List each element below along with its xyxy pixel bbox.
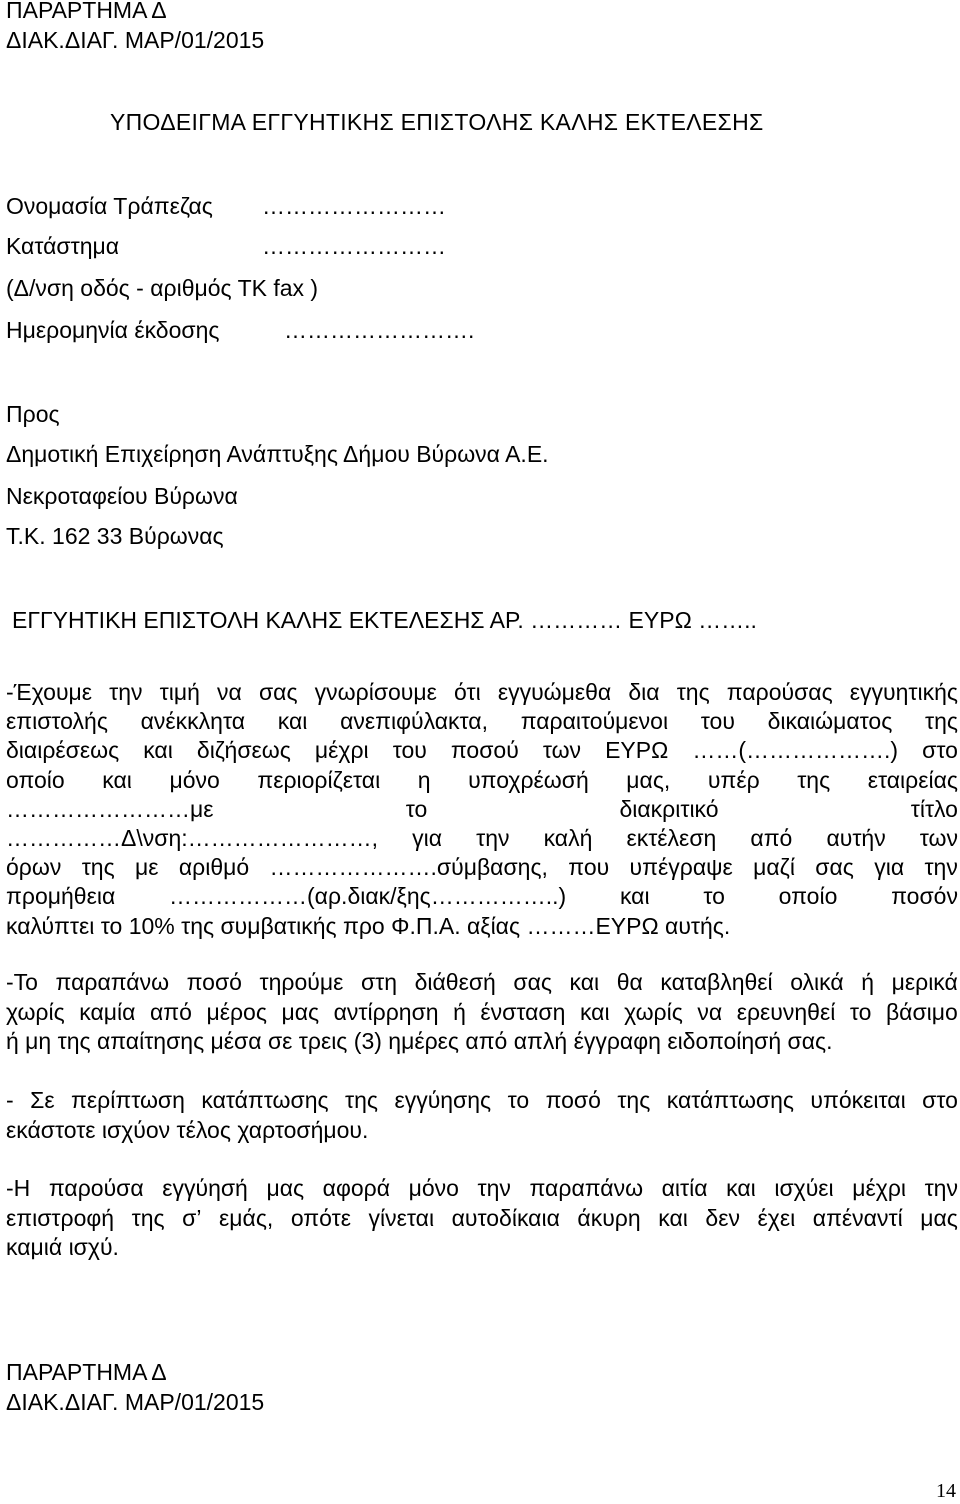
word: της [676,679,710,705]
word: δια [628,679,660,705]
word: περιορίζεται [257,766,381,793]
letter-heading: ΕΓΓΥΗΤΙΚΗ ΕΠΙΣΤΟΛΗ ΚΑΛΗΣ ΕΚΤΕΛΕΣΗΣ ΑΡ. ………… ΕΥΡΩ …….. [12,607,757,633]
word: υποχρέωσή [468,766,589,793]
word: και [658,1204,688,1231]
word: όρων [6,854,62,881]
word: ένσταση [480,998,566,1025]
word: παραιτούμενοι [520,708,669,735]
word: ή [861,969,875,995]
word: την [109,679,143,705]
recipient-line-4: Τ.Κ. 162 33 Βύρωνας [6,523,224,549]
word: το [703,883,725,910]
word: διάθεσή [414,969,496,995]
word: το [405,795,428,822]
word: το [849,998,872,1025]
word: μας, [626,766,671,793]
word: εταιρείας [867,766,958,793]
word: μόνο [408,1175,459,1201]
word: και [579,998,610,1025]
word: καλή [543,825,593,851]
word: βάσιμο [885,998,958,1025]
word: εκτέλεση [626,825,717,851]
paragraph-payment-line: ή μη της απαίτησης μέσα σε τρεις (3) ημέρες από απλή έγγραφη ειδοποίησή σας. [6,1028,833,1054]
paragraph-guarantee-line [6,736,958,764]
footer-ref: ΔΙΑΚ.ΔΙΑΓ. ΜΑΡ/01/2015 [6,1389,265,1415]
word: οποίο [6,766,65,793]
bank-name-value: …………………… [262,193,446,219]
word: στη [360,969,398,995]
word: ……………………με [6,795,214,822]
word: χωρίς [624,998,683,1025]
word: το [507,1087,530,1113]
word: δεν [705,1204,740,1231]
word: παραπάνω [55,969,170,995]
word: - [6,1087,14,1113]
word: της [345,1087,378,1113]
recipient-line-3: Νεκροταφείου Βύρωνα [6,483,238,509]
paragraph-forfeiture-line: εκάστοτε ισχύον τέλος χαρτοσήμου. [6,1116,369,1143]
word: καμία [79,998,136,1025]
word: τίτλο [910,795,958,822]
word: να [697,998,723,1025]
word: μέχρι [314,737,369,764]
word: υπέγραψε [629,854,733,881]
word: που [568,854,610,881]
word: ανέκκλητα [140,708,246,735]
word: αντίρρηση [333,998,439,1025]
word: εγγύησή [162,1175,248,1201]
word: αυτήν [826,825,886,851]
word: ή [453,998,466,1025]
word: των [542,737,582,764]
word: μερικά [891,969,958,995]
header-annex: ΠΑΡΑΡΤΗΜΑ Δ [6,0,167,23]
word: της [617,1087,651,1113]
word: ποσό [545,1087,601,1113]
word: να [217,679,242,705]
word: αριθμό [178,854,250,881]
word: ότι [454,679,481,705]
word: καταβληθεί [660,969,773,995]
word: διζήσεως [196,737,291,764]
word: την [924,1175,958,1201]
word: παρούσα [48,1175,144,1201]
word: μας [281,998,320,1025]
word: της [131,1204,165,1231]
word: -Η [6,1175,31,1201]
word: μαζί [753,854,795,881]
word: ερευνηθεί [736,998,836,1025]
word: της [797,766,831,793]
word: αφορά [322,1175,391,1201]
word: υπέρ [707,766,760,793]
word: σας [513,969,552,995]
word: της [925,708,958,735]
word: κατάπτωσης [666,1087,794,1113]
paragraph-guarantee-line [6,766,958,794]
word: και [143,737,173,764]
word: μας [266,1175,305,1201]
word: χωρίς [6,998,65,1025]
word: διακριτικό [619,795,719,822]
word: παρούσας [726,679,833,705]
word: υπόκειται [810,1087,906,1113]
word: για [874,854,905,881]
word: -Έχουμε [6,679,93,705]
word: ολικά [790,969,844,995]
word: την [477,1175,511,1201]
word: εγγυητικής [849,679,958,705]
paragraph-guarantee-line [6,795,958,823]
word: Σε [30,1087,55,1113]
word: παραπάνω [529,1175,644,1201]
word: ποσό [186,969,242,995]
word: γνωρίσουμε [314,679,437,705]
word: περίπτωση [71,1087,185,1113]
word: τηρούμε [259,969,344,995]
document-title: ΥΠΟΔΕΙΓΜΑ ΕΓΓΥΗΤΙΚΗΣ ΕΠΙΣΤΟΛΗΣ ΚΑΛΗΣ ΕΚΤΕΛΕΣΗΣ [110,109,764,135]
word: του [392,737,427,764]
footer-annex: ΠΑΡΑΡΤΗΜΑ Δ [6,1359,167,1385]
paragraph-guarantee-line [6,853,958,881]
recipient-line-1: Προς [6,401,60,427]
word: εγγύησης [394,1087,492,1113]
word: σας [815,854,854,881]
paragraph-validity-line: καμιά ισχύ. [6,1234,119,1260]
word: την [476,825,510,851]
paragraph-payment-line [6,998,958,1026]
word: ποσού [450,737,519,764]
word: η [417,766,431,793]
word: έχει [757,1204,796,1231]
word: και [726,1175,756,1201]
word: γίνεται [368,1204,435,1231]
paragraph-payment-line [6,968,958,996]
word: ……………Δ\νση:……………………, [6,825,379,851]
bank-branch-value: …………………… [262,233,446,259]
word: διαιρέσεως [6,737,120,764]
word: εγγυώμεθα [497,679,612,705]
word: στο [922,1087,958,1113]
word: στο [922,737,958,764]
word: οπότε [290,1204,351,1231]
issue-date-value: ……………………. [284,317,475,343]
word: την [924,854,958,881]
word: επιστολής [6,708,108,735]
paragraph-forfeiture-line [6,1086,958,1114]
word: κατάπτωσης [201,1087,329,1113]
word: μας [920,1204,958,1231]
paragraph-guarantee-line [6,707,958,735]
word: από [750,825,793,851]
word: των [919,825,958,851]
bank-branch-label: Κατάστημα [6,233,120,259]
word: και [619,883,650,910]
word: και [569,969,600,995]
word: -Το [6,969,38,995]
word: επιστροφή [6,1204,115,1231]
word: μόνο [169,766,220,793]
word: και [277,708,308,735]
word: ………………(αρ.διακ/ξης……………..) [169,883,567,910]
bank-address: (Δ/νση οδός - αριθμός ΤΚ fax ) [6,275,319,301]
paragraph-guarantee-line [6,882,958,910]
word: της [81,854,115,881]
word: ποσόν [891,883,958,910]
word: μέχρι [852,1175,907,1201]
bank-name-label: Ονομασία Τράπεζας [6,193,213,219]
header-ref: ΔΙΑΚ.ΔΙΑΓ. ΜΑΡ/01/2015 [6,27,265,53]
word: αιτία [661,1175,708,1201]
word: ΕΥΡΩ [605,737,669,764]
word: για [412,825,443,851]
word: ισχύει [774,1175,834,1201]
word: απέναντί [812,1204,903,1231]
recipient-line-2: Δημοτική Επιχείρηση Ανάπτυξης Δήμου Βύρωνα Α.Ε. [6,441,549,467]
word: τιμή [159,679,200,705]
word: σας [258,679,298,705]
word: του [700,708,735,735]
word: από [149,998,192,1025]
paragraph-validity-line [6,1174,958,1202]
word: και [102,766,132,793]
page-number: 14 [936,1480,956,1502]
paragraph-guarantee-line [6,678,958,706]
word: οποίο [778,883,838,910]
word: δικαιώματος [767,708,893,735]
word: εμάς, [219,1204,274,1231]
paragraph-guarantee-line [6,824,958,852]
word: προμήθεια [6,883,116,910]
word: ………………….σύμβασης, [269,854,548,881]
word: ανεπιφύλακτα, [340,708,488,735]
word: ……(……………….) [692,737,899,764]
word: άκυρη [577,1204,641,1231]
paragraph-guarantee-line: καλύπτει το 10% της συμβατικής προ Φ.Π.Α. αξίας ………ΕΥΡΩ αυτής. [6,912,731,939]
word: μέρος [206,998,267,1025]
word: αυτοδίκαια [451,1204,560,1231]
word: σ’ [182,1204,202,1231]
paragraph-validity-line [6,1204,958,1232]
word: με [135,854,159,881]
issue-date-label: Ημερομηνία έκδοσης [6,317,220,343]
word: θα [616,969,643,995]
